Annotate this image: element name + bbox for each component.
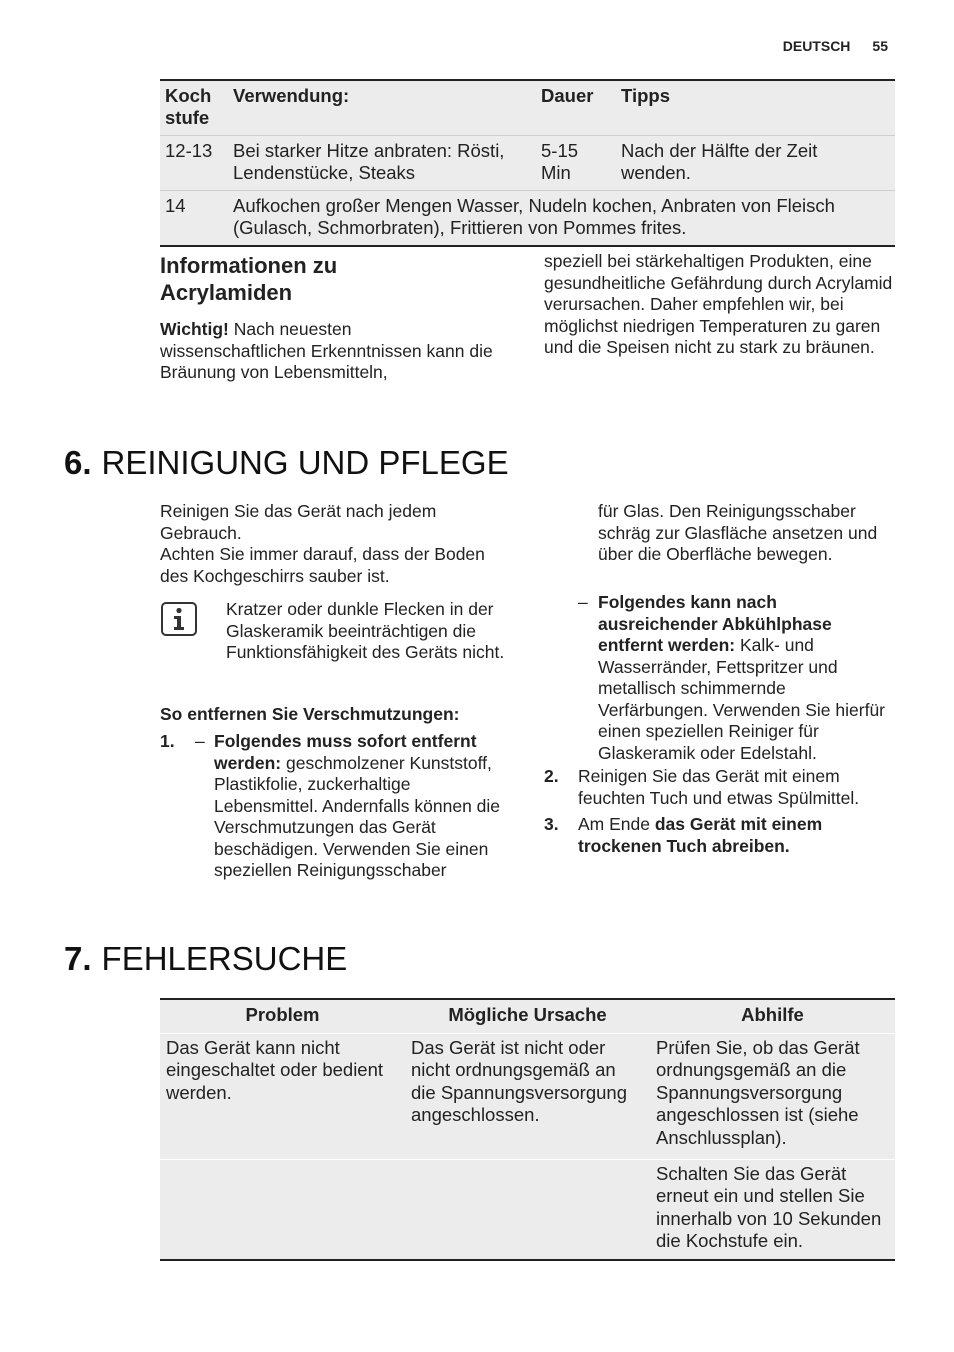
table-header-row xyxy=(160,80,895,136)
header-koch-stufe: Koch stufe xyxy=(160,80,228,136)
intro-paragraph: Reinigen Sie das Gerät nach jedem Gebrauch. xyxy=(160,501,437,543)
acrylamide-heading: Informationen zu Acrylamiden xyxy=(160,253,338,305)
header-tipps: Tipps xyxy=(616,80,895,136)
section-heading-6 xyxy=(64,443,509,483)
info-note: Kratzer oder dunkle Flecken in der Glaskeramik beeinträchtigen die Funktionsfähigkeit des Geräts nicht. xyxy=(226,599,505,662)
step1a-bold: Folgendes muss sofort entfernt werden: xyxy=(214,731,477,773)
table-row xyxy=(160,191,895,247)
language-label: DEUTSCH xyxy=(782,38,851,54)
section-number: 6. xyxy=(64,444,92,481)
intro-paragraph: Achten Sie immer darauf, dass der Boden des Kochgeschirrs sauber ist. xyxy=(160,544,485,586)
step1a-continued: für Glas. Den Reinigungsschaber schräg zur Glasfläche ansetzen und über die Oberfläche bewegen. xyxy=(598,501,878,564)
step-number: 2. xyxy=(544,766,559,786)
step1b-text xyxy=(598,592,896,764)
cell-stufe: 14 xyxy=(160,191,228,247)
cell-dauer: 5-15 Min xyxy=(536,136,616,191)
header-abhilfe: Abhilfe xyxy=(650,999,895,1033)
header-problem: Problem xyxy=(160,999,405,1033)
cell-abhilfe: Schalten Sie das Gerät erneut ein und stellen Sie innerhalb von 10 Sekunden die Kochstufe ein. xyxy=(650,1159,895,1260)
section-title: FEHLERSUCHE xyxy=(101,940,348,977)
table-row xyxy=(160,136,895,191)
step3-text xyxy=(578,814,896,857)
cooking-level-table xyxy=(160,79,895,247)
header-verwendung: Verwendung: xyxy=(228,80,536,136)
step-number: 3. xyxy=(544,814,559,834)
step1b-bold: Folgendes kann nach ausreichender Abkühlphase entfernt werden: xyxy=(598,592,832,655)
acrylamide-text-left xyxy=(160,319,500,384)
cell-stufe: 12-13 xyxy=(160,136,228,191)
step1a-text xyxy=(214,731,512,882)
step2-text: Reinigen Sie das Gerät mit einem feuchten Tuch und etwas Spülmittel. xyxy=(578,766,860,808)
step3-bold: das Gerät mit einem trockenen Tuch abreiben. xyxy=(578,814,823,856)
table-row xyxy=(160,1159,895,1260)
cell-verwendung: Aufkochen großer Mengen Wasser, Nudeln kochen, Anbraten von Fleisch (Gulasch, Schmorbraten), Frittieren von Pommes frites. xyxy=(228,191,895,247)
cell-ursache: Das Gerät ist nicht oder nicht ordnungsgemäß an die Spannungsversorgung angeschlossen. xyxy=(405,1033,650,1159)
step3-body: Am Ende xyxy=(578,814,650,834)
cell-tipps: Nach der Hälfte der Zeit wenden. xyxy=(616,136,895,191)
header-ursache: Mögliche Ursache xyxy=(405,999,650,1033)
page-header xyxy=(761,38,888,54)
section-heading-7 xyxy=(64,939,347,979)
step1b-body: Kalk- und Wasserränder, Fettspritzer und metallisch schimmernde Verfärbungen. Verwenden Sie hierfür einen speziellen Reiniger für Glaskeramik oder Edelstahl. xyxy=(598,635,885,763)
step1a-body: geschmolzener Kunststoff, Plastikfolie, zuckerhaltige Lebensmittel. Andernfalls können die Verschmutzungen das Gerät beschädigen. Verwenden Sie einen speziellen Reinigungsschaber xyxy=(214,752,501,880)
troubleshooting-table xyxy=(160,998,895,1261)
step-number: 1. xyxy=(160,731,175,751)
info-icon xyxy=(161,602,197,636)
cell-verwendung: Bei starker Hitze anbraten: Rösti, Lendenstücke, Steaks xyxy=(228,136,536,191)
cell-problem: Das Gerät kann nicht eingeschaltet oder bedient werden. xyxy=(160,1033,405,1159)
section-number: 7. xyxy=(64,940,92,977)
page-number: 55 xyxy=(872,38,888,54)
steps-heading: So entfernen Sie Verschmutzungen: xyxy=(160,704,460,724)
cleaning-intro xyxy=(160,501,505,587)
dash-bullet: – xyxy=(195,731,205,751)
header-dauer: Dauer xyxy=(536,80,616,136)
important-label: Wichtig! xyxy=(160,319,229,339)
info-glyph xyxy=(170,607,188,631)
table-row xyxy=(160,1033,895,1159)
table-header-row xyxy=(160,999,895,1033)
dash-bullet: – xyxy=(578,592,588,612)
cell-abhilfe: Prüfen Sie, ob das Gerät ordnungsgemäß an die Spannungsversorgung angeschlossen ist (siehe Anschlussplan). xyxy=(650,1033,895,1159)
acrylamide-left-body: Nach neuesten wissenschaftlichen Erkenntnissen kann die Bräunung von Lebensmitteln, xyxy=(160,319,493,382)
acrylamide-text-right: speziell bei stärkehaltigen Produkten, eine gesundheitliche Gefährdung durch Acrylamid verursachen. Daher empfehlen wir, bei möglichst niedrigen Temperaturen zu garen und die Speisen nicht zu stark zu bräunen. xyxy=(544,251,893,357)
cell-problem xyxy=(160,1159,405,1260)
section-title: REINIGUNG UND PFLEGE xyxy=(101,444,509,481)
cell-ursache xyxy=(405,1159,650,1260)
